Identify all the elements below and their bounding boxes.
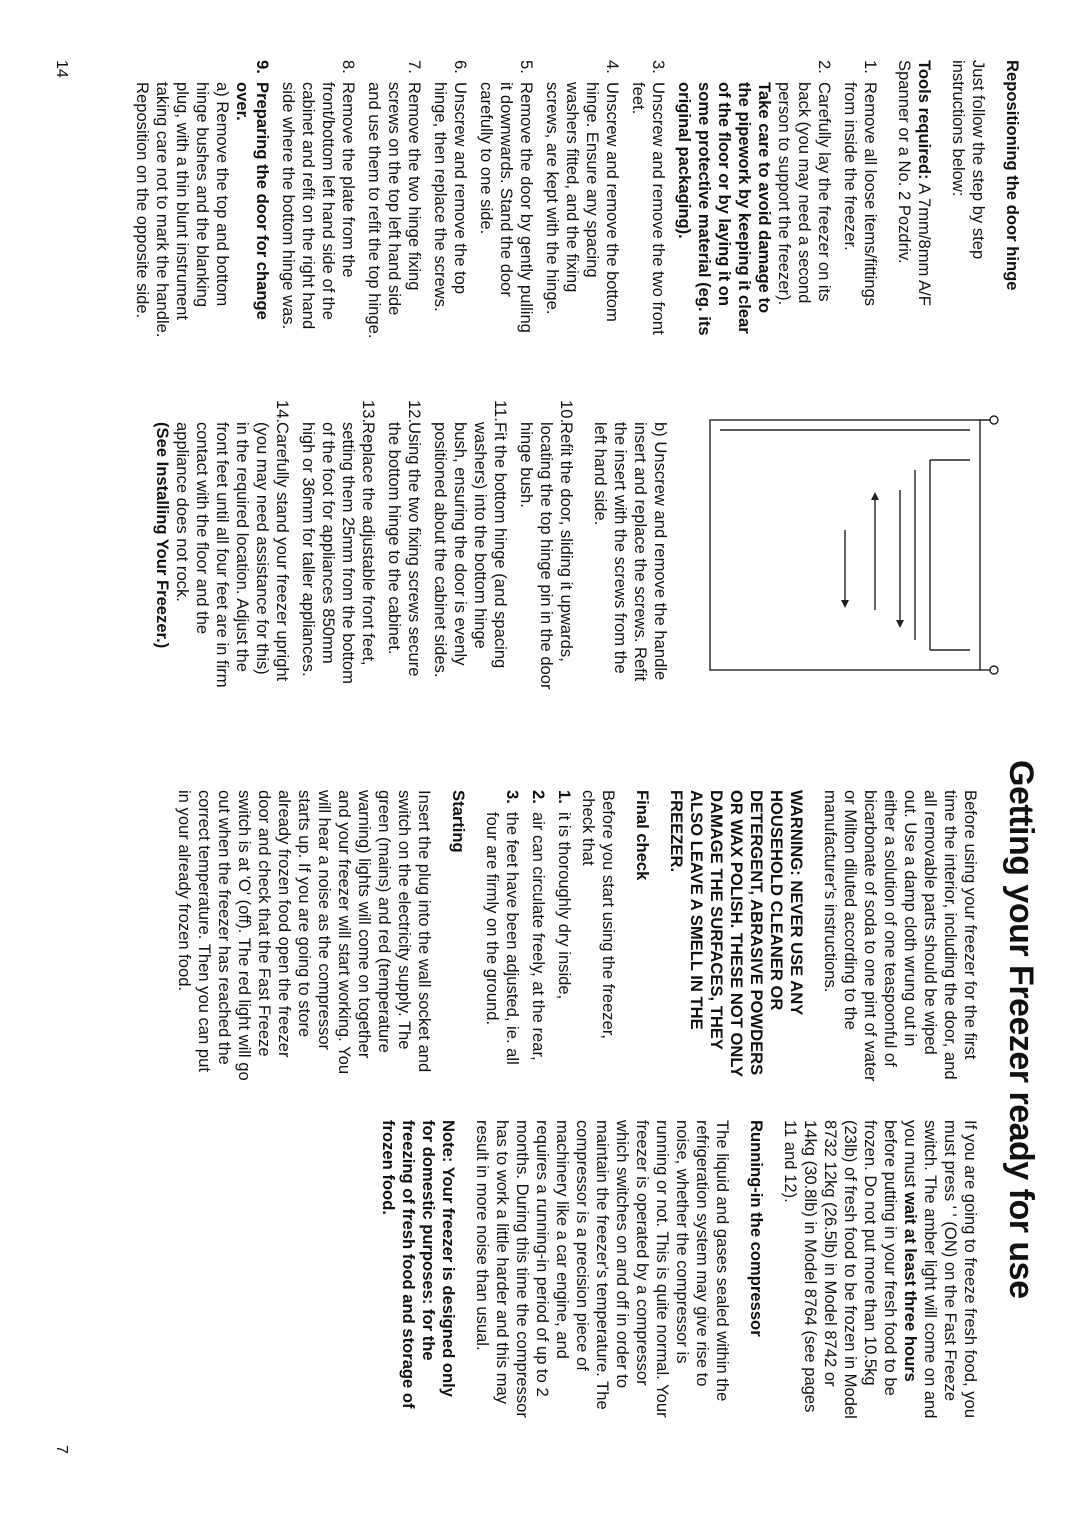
step-text: Remove all loose items/fittings from inside the freezer. (841, 82, 880, 307)
column-fast-freeze (364, 1120, 980, 1420)
page-title: Getting your Freezer ready for use (1002, 760, 1040, 1299)
step-text: Unscrew and remove the two front feet. (629, 82, 668, 335)
list-item (278, 60, 358, 340)
step-number: 3. (649, 60, 668, 74)
step-text: Remove the plate from the front/bottom left hand side of the cabinet and refit on the right hand side where the bottom hinge was. (279, 82, 358, 330)
step-number: 10. (557, 400, 576, 424)
screw-icon (990, 666, 998, 674)
fast-freeze-text-c: before putting in your fresh food to be frozen. Do not put more than 10.5kg (23lb) of fresh food to be frozen in Model 8732 12kg (26.5lb) in Model 8742 or 14kg (30.8lb) in Model 8764 (see pages 11 and 12). (781, 1120, 900, 1419)
step-text: Using the two fixing screws secure the bottom hinge to the cabinet. (385, 422, 424, 677)
starting-text: Insert the plug into the wall socket and switch on the electricity supply. The green (mains) and red (temperature warning) lights will come on together and your freezer will start working. You will hear a noise as the compressor starts up. If you are going to store already frozen food open the freezer door and check that the Fast Freeze switch is at 'O' (off). The red light will go out when the freezer has reached the correct temperature. Then you can put in your already frozen food. (175, 790, 434, 1081)
list-item (384, 400, 424, 690)
list-item (132, 60, 272, 340)
see-installing-note: (See Installing Your Freezer.) (153, 422, 172, 649)
intro-cleaning: Before using your freezer for the first time the interior, including the door, and all removable parts should be wiped out. Use a damp cloth wrung out in either a solution of one teaspoonful of bicarbonate of soda to one pint of water or Milton diluted according to the manufacturer's instructions. (821, 790, 980, 1082)
running-in-text: The liquid and gases sealed within the refrigeration system may give rise to noise, whether the compressor is running or not. This is quite normal. Your freezer is operated by a compressor which switches on and off in order to maintain the freezer's temperature. The compressor is a precision piece of machinery like a car engine, and requires a running-in period of up to 2 months. During this time the compressor has to work a little harder and this may result in more noise than usual. (473, 1120, 732, 1418)
arrow-head-icon (871, 492, 879, 500)
step-text: Fit the bottom hinge (and spacing washers) into the bottom hinge bush, ensuring the door is evenly positioned about the cabinet sides. (431, 422, 510, 678)
page-number-right: 7 (53, 1445, 70, 1454)
steps-list-2 (152, 400, 576, 690)
arrow-head-icon (896, 620, 904, 628)
list-item (542, 60, 622, 340)
list-item (528, 790, 548, 1085)
list-item (840, 60, 880, 340)
step-number: 14. (273, 400, 292, 424)
step9-heading: Preparing the door for change over. (233, 82, 272, 320)
item-text: the feet have been adjusted, ie. all four are firmly on the ground. (483, 812, 522, 1065)
steps-list-1 (132, 60, 880, 340)
tools-label: Tools required: (915, 60, 934, 180)
list-item (476, 60, 536, 340)
screw-icon (990, 416, 998, 424)
step-number: 13. (359, 400, 378, 424)
list-item (674, 60, 834, 340)
final-check-intro: Before you start using the freezer, check that (579, 790, 618, 1040)
heading-door-hinge: Repositioning the door hinge (1003, 60, 1022, 291)
tools-text: A 7mm/8mm A/F Spanner or a No. 2 Pozdriv. (895, 60, 934, 306)
item-number: 2. (529, 790, 548, 804)
final-check-list (482, 790, 574, 1085)
column-door-steps (146, 400, 670, 690)
step-bold-caution: Take care to avoid damage to the pipework by keeping it clear of the floor or by laying it on some protective material (eg. its original packaging). (675, 82, 774, 336)
step-text: Carefully lay the freezer on its back (you may need a second person to support the freezer). (775, 82, 834, 306)
step-b-text: b) Unscrew and remove the handle insert and replace the screws. Refit the insert with the screws from the left hand side. (591, 422, 670, 682)
item-text: it is thoroughly dry inside, (555, 812, 574, 1000)
heading-final-check: Final check (633, 790, 652, 881)
step-text: Carefully stand your freezer upright (you may need assistance for this) in the required location. Adjust the front feet until all four feet are in firm contact with the floor and the appliance does not rock. (173, 422, 292, 688)
step-text: Unscrew and remove the top hinge, then replace the screws. (431, 82, 470, 312)
step-number: 4. (603, 60, 622, 74)
tools-paragraph (894, 60, 934, 340)
item-number: 1. (555, 790, 574, 804)
heading-starting: Starting (449, 790, 468, 853)
list-item (298, 400, 378, 690)
step-number: 1. (861, 60, 880, 74)
fast-freeze-paragraph (780, 1120, 980, 1420)
list-item (430, 400, 510, 690)
list-item (516, 400, 576, 690)
list-item (364, 60, 424, 340)
step-number: 11. (491, 400, 510, 422)
step-number: 8. (339, 60, 358, 74)
domestic-use-note: Note: Your freezer is designed only for domestic purposes: for the freezing of fresh food and storage of frozen food. (379, 1120, 458, 1409)
intro-text: Just follow the step by step instructions below: (949, 60, 988, 260)
fast-freeze-text-a: If you are going to freeze fresh food, you must press ' ' (ON) on the Fast Freeze switch. The amber light will come on and you must (901, 1120, 980, 1419)
step-text: Remove the two hinge fixing screws on the top left hand side and use them to refit the top hinge. (365, 82, 424, 339)
item-text: air can circulate freely, at the rear, (529, 812, 548, 1061)
list-item (554, 790, 574, 1085)
step-number: 9. (253, 60, 272, 74)
step9-a-text: a) Remove the top and bottom hinge bushes and the blanking plug, with a thin blunt instrument taking care not to mark the handle. Reposition on the opposite side. (133, 82, 232, 338)
step-number: 7. (405, 60, 424, 74)
column-getting-ready (160, 790, 980, 1085)
step-number: 6. (451, 60, 470, 74)
page-number-left: 14 (53, 60, 70, 78)
step-number: 2. (815, 60, 834, 74)
arrow-head-icon (841, 600, 849, 608)
list-item (152, 400, 292, 690)
list-item (482, 790, 522, 1085)
step-text: Refit the door, sliding it upwards, locating the top hinge pin in the door hinge bush. (517, 422, 576, 690)
heading-running-in: Running-in the compressor (747, 1120, 766, 1337)
list-item (430, 60, 470, 340)
step-number: 12. (405, 400, 424, 424)
step-text: Unscrew and remove the bottom hinge. Ensure any spacing washers fitted, and the fixing screws, are kept with the hinge. (543, 82, 622, 322)
door-hinge-diagram (680, 400, 1010, 690)
list-item (628, 60, 668, 340)
wait-three-hours: wait at least three hours (901, 1191, 920, 1382)
step-number: 5. (517, 60, 536, 74)
item-number: 3. (503, 790, 522, 804)
step-text: Remove the door by gently pulling it downwards. Stand the door carefully to one side. (477, 82, 536, 333)
step-text: Replace the adjustable front feet, setting them 25mm from the bottom of the foot for appliances 850mm high or 36mm for taller appliances. (299, 422, 378, 684)
column-door-hinge (126, 60, 1022, 340)
warning-text: WARNING: NEVER USE ANY HOUSEHOLD CLEANER OR DETERGENT, ABRASIVE POWDERS OR WAX POLISH. THESE NOT ONLY DAMAGE THE SURFACES, THEY ALSO LEAVE A SMELL IN THE FREEZER. (667, 790, 806, 1077)
